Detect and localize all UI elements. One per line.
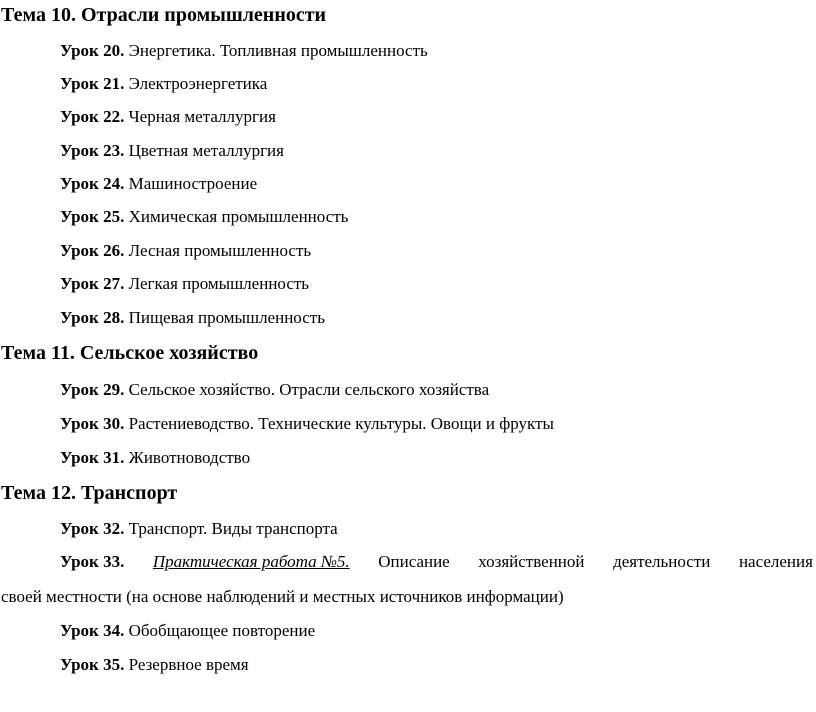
lesson-number: Урок 28. — [60, 308, 125, 327]
lesson-number: Урок 33. — [60, 552, 125, 571]
lesson-24 — [60, 174, 257, 194]
lesson-21 — [60, 74, 267, 94]
lesson-26 — [60, 241, 311, 261]
lesson-25 — [60, 207, 348, 227]
lesson-number: Урок 23. — [60, 141, 125, 160]
lesson-22 — [60, 107, 276, 127]
lesson-title: Черная металлургия — [128, 107, 276, 126]
lesson-number: Урок 34. — [60, 621, 125, 640]
lesson-32 — [60, 519, 338, 539]
lesson-title: Энергетика. Топливная промышленность — [128, 41, 428, 60]
lesson-number: Урок 35. — [60, 655, 125, 674]
lesson-title: Транспорт. Виды транспорта — [128, 519, 338, 538]
practical-work-label: Практическая работа №5. — [152, 552, 350, 571]
lesson-number: Урок 27. — [60, 274, 125, 293]
lesson-word: деятельности — [613, 552, 711, 571]
lesson-word: населения — [738, 552, 813, 571]
lesson-title: Легкая промышленность — [128, 274, 310, 293]
lesson-28 — [60, 308, 325, 328]
lesson-number: Урок 32. — [60, 519, 125, 538]
lesson-29 — [60, 380, 489, 400]
lesson-27 — [60, 274, 309, 294]
topic-12-heading: Тема 12. Транспорт — [1, 482, 178, 504]
lesson-number: Урок 29. — [60, 380, 125, 399]
lesson-title: Животноводство — [128, 448, 251, 467]
lesson-title: Обобщающее повторение — [128, 621, 316, 640]
lesson-word: хозяйственной — [478, 552, 585, 571]
lesson-30 — [60, 414, 554, 434]
lesson-number: Урок 25. — [60, 207, 125, 226]
lesson-23 — [60, 141, 284, 161]
lesson-number: Урок 21. — [60, 74, 125, 93]
lesson-31 — [60, 448, 250, 468]
lesson-word: Описание — [378, 552, 450, 571]
lesson-title: Пищевая промышленность — [128, 308, 325, 327]
lesson-title: Растениеводство. Технические культуры. Овощи и фрукты — [128, 414, 554, 433]
lesson-title: Химическая промышленность — [128, 207, 349, 226]
lesson-number: Урок 20. — [60, 41, 125, 60]
lesson-number: Урок 24. — [60, 174, 125, 193]
lesson-title: Машиностроение — [128, 174, 258, 193]
lesson-35 — [60, 655, 249, 675]
lesson-title: Лесная промышленность — [128, 241, 312, 260]
lesson-number: Урок 31. — [60, 448, 125, 467]
lesson-33-continuation: своей местности (на основе наблюдений и местных источников информации) — [1, 587, 564, 606]
lesson-title: Сельское хозяйство. Отрасли сельского хозяйства — [128, 380, 490, 399]
lesson-20 — [60, 41, 428, 61]
lesson-34 — [60, 621, 315, 641]
lesson-number: Урок 26. — [60, 241, 125, 260]
lesson-title: Резервное время — [128, 655, 249, 674]
topic-11-heading: Тема 11. Сельское хозяйство — [1, 342, 259, 364]
topic-10-heading: Тема 10. Отрасли промышленности — [1, 4, 327, 26]
lesson-title: Электроэнергетика — [128, 74, 268, 93]
lesson-number: Урок 30. — [60, 414, 125, 433]
lesson-title: Цветная металлургия — [128, 141, 284, 160]
lesson-33 — [60, 552, 813, 572]
lesson-number: Урок 22. — [60, 107, 125, 126]
